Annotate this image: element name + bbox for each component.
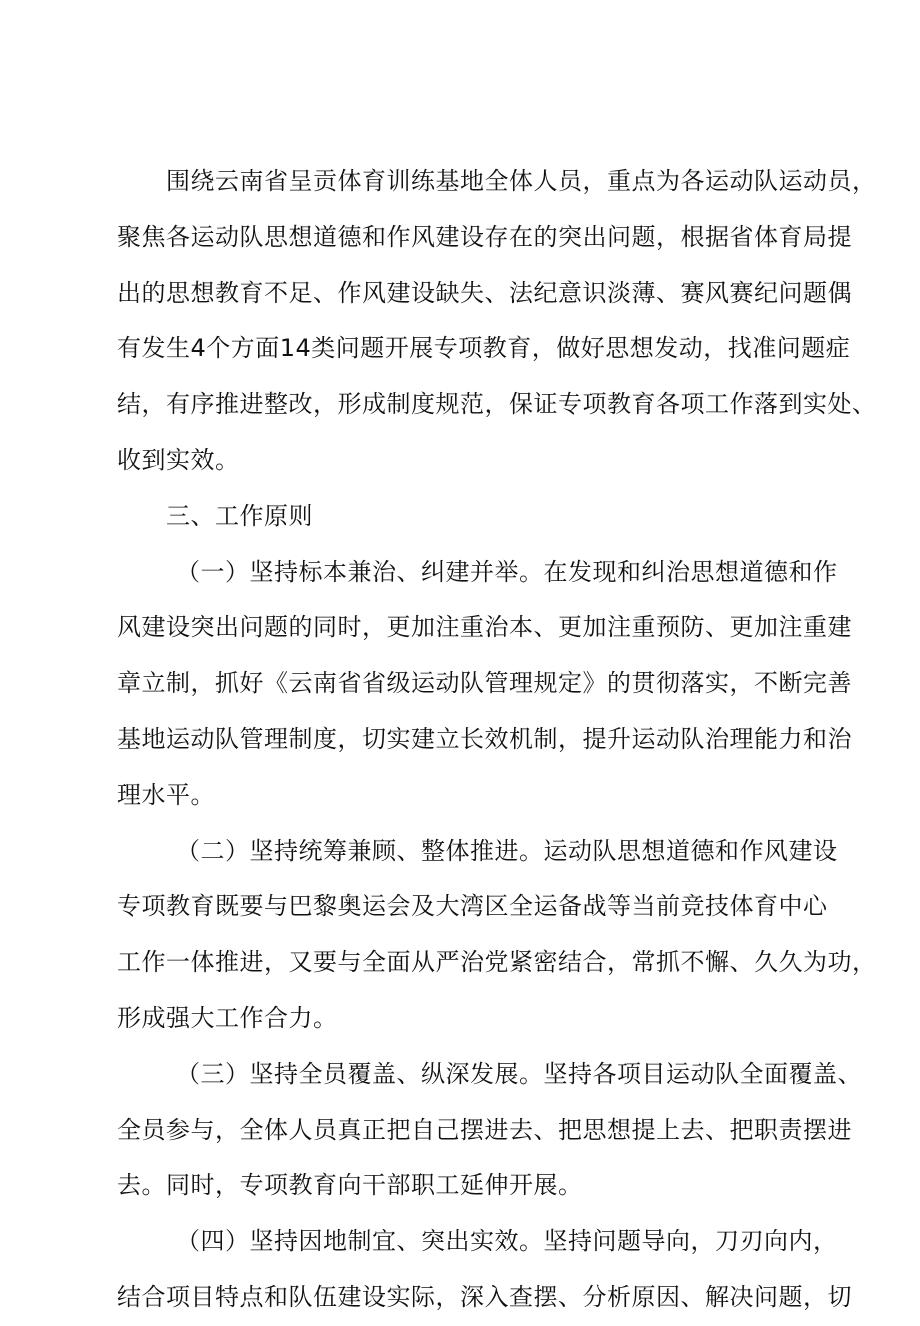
paragraph-line: 形成强大工作合力。 — [117, 1004, 338, 1032]
paragraph-line: 有发生4个方面14类问题开展专项教育，做好思想发动，找准问题症 — [117, 334, 851, 362]
paragraph-line: 全员参与，全体人员真正把自己摆进去、把思想提上去、把职责摆进 — [117, 1116, 852, 1144]
paragraph-line: 工作一体推进，又要与全面从严治党紧密结合，常抓不懈、久久为功， — [117, 948, 877, 976]
paragraph-line: 聚焦各运动队思想道德和作风建设存在的突出问题，根据省体育局提 — [117, 223, 852, 251]
paragraph-line: （一）坚持标本兼治、纠建并举。在发现和纠治思想道德和作 — [176, 558, 838, 586]
section-heading: 三、工作原则 — [166, 502, 313, 530]
paragraph-line: 围绕云南省呈贡体育训练基地全体人员，重点为各运动队运动员， — [166, 167, 877, 195]
paragraph-line: 去。同时，专项教育向干部职工延伸开展。 — [117, 1171, 583, 1199]
paragraph-line: 风建设突出问题的同时，更加注重治本、更加注重预防、更加注重建 — [117, 613, 852, 641]
paragraph-line: 结合项目特点和队伍建设实际，深入查摆、分析原因、解决问题，切 — [117, 1283, 852, 1311]
paragraph-line: 理水平。 — [117, 781, 215, 809]
paragraph-line: 出的思想教育不足、作风建设缺失、法纪意识淡薄、赛风赛纪问题偶 — [117, 279, 852, 307]
paragraph-line: 专项教育既要与巴黎奥运会及大湾区全运备战等当前竞技体育中心 — [117, 892, 828, 920]
paragraph-line: 基地运动队管理制度，切实建立长效机制，提升运动队治理能力和治 — [117, 725, 852, 753]
paragraph-line: （四）坚持因地制宜、突出实效。坚持问题导向，刀刃向内， — [176, 1227, 838, 1255]
paragraph-line: （三）坚持全员覆盖、纵深发展。坚持各项目运动队全面覆盖、 — [176, 1060, 862, 1088]
paragraph-line: 章立制，抓好《云南省省级运动队管理规定》的贯彻落实，不断完善 — [117, 669, 852, 697]
paragraph-line: 结，有序推进整改，形成制度规范，保证专项教育各项工作落到实处、 — [117, 390, 877, 418]
paragraph-line: （二）坚持统筹兼顾、整体推进。运动队思想道德和作风建设 — [176, 837, 838, 865]
paragraph-line: 收到实效。 — [117, 446, 240, 474]
